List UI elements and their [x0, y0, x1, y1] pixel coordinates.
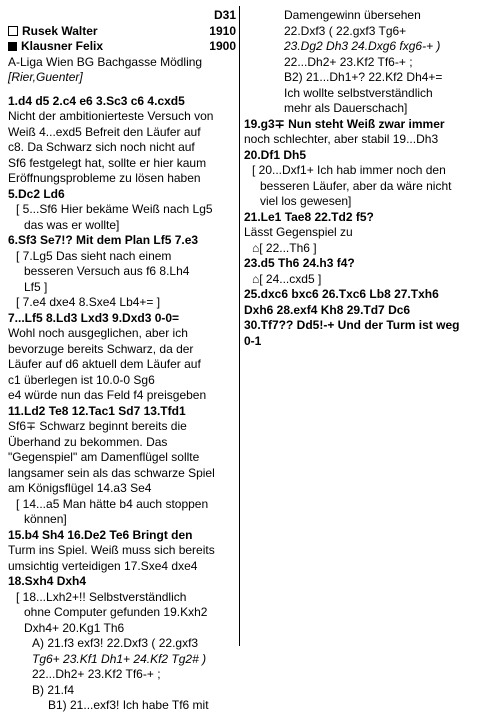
comment-line: Nicht der ambitionierteste Versuch von — [8, 109, 214, 123]
variation-line: 22.Dxf3 ( 22.gxf3 Tg6+ — [284, 23, 407, 38]
comment-line: Weiß 4...exd5 Befreit den Läufer auf — [8, 124, 201, 139]
comment-line: Läufer auf d6 aktuell dem Läufer auf — [8, 357, 201, 371]
move-line: 25.dxc6 bxc6 26.Txc6 Lb8 27.Txh6 — [244, 287, 439, 301]
move-line: Dxh6 28.exf4 Kh8 29.Td7 Dc6 — [244, 302, 411, 317]
black-player-name: Klausner Felix — [21, 39, 104, 53]
comment-line: "Gegenspiel" am Damenflügel sollte — [8, 450, 200, 464]
variation-line: 23.Dg2 Dh3 24.Dxg6 fxg6-+ ) — [284, 39, 441, 53]
comment-line: Wohl noch ausgeglichen, aber ich — [8, 326, 188, 340]
comment-line: am Königsflügel 14.a3 Se4 — [8, 481, 152, 495]
variation-line: A) 21.f3 exf3! 22.Dxf3 ( 22.gxf3 — [32, 636, 199, 650]
white-square-icon — [8, 26, 18, 36]
variation-line: [ 5...Sf6 Hier bekäme Weiß nach Lg5 — [16, 202, 213, 216]
comment-line: Lässt Gegenspiel zu — [244, 225, 353, 239]
annotators: [Rier,Guenter] — [8, 70, 83, 84]
variation-line: [ 18...Lxh2+!! Selbstverständlich — [16, 589, 187, 604]
variation-line: Ich wollte selbstverständlich — [284, 85, 433, 100]
comment-line: Überhand zu bekommen. Das — [8, 434, 168, 449]
variation-line: das was er wollte] — [24, 217, 120, 232]
variation-line — [244, 272, 480, 288]
column-divider — [239, 6, 240, 646]
variation-line: [ 7.Lg5 Das sieht nach einem — [16, 248, 172, 263]
left-column — [8, 8, 236, 714]
black-square-icon — [8, 42, 17, 51]
variation-line: [ 20...Dxf1+ Ich hab immer noch den — [252, 163, 446, 177]
comment-line: e4 würde nun das Feld f4 preisgeben — [8, 388, 207, 402]
move-line: 18.Sxh4 Dxh4 — [8, 574, 87, 588]
eco-code: D31 — [213, 8, 236, 22]
variation-line: 22...Dh2+ 23.Kf2 Tf6-+ ; — [284, 54, 413, 69]
move-line: 20.Df1 Dh5 — [244, 147, 307, 162]
comment-line: noch schlechter, aber stabil 19...Dh3 — [244, 132, 439, 146]
variation-line: besseren Läufer, aber da wäre nicht — [260, 178, 452, 193]
right-column — [244, 8, 480, 349]
variation-text: [ 22...Th6 ] — [259, 240, 317, 255]
variation-line: viel los gewesen] — [260, 194, 352, 208]
variation-line: B1) 21...exf3! Ich habe Tf6 mit — [48, 698, 209, 712]
clock-icon: ⌂ — [252, 240, 260, 255]
variation-line: [ 14...a5 Man hätte b4 auch stoppen — [16, 496, 209, 511]
comment-line: c8. Da Schwarz sich noch nicht auf — [8, 140, 195, 154]
comment-line: Turm ins Spiel. Weiß muss sich bereits — [8, 543, 215, 557]
variation-line: können] — [24, 512, 67, 526]
move-line: 1.d4 d5 2.c4 e6 3.Sc3 c6 4.cxd5 — [8, 93, 185, 108]
move-line: 15.b4 Sh4 16.De2 Te6 Bringt den — [8, 527, 193, 542]
variation-line: Dxh4+ 20.Kg1 Th6 — [24, 620, 125, 635]
variation-line: besseren Versuch aus f6 8.Lh4 — [24, 264, 190, 278]
comment-line: Sf6 festgelegt hat, sollte er hier kaum — [8, 155, 207, 170]
white-player-rating: 1910 — [209, 23, 236, 38]
variation-line: Damengewinn übersehen — [284, 8, 421, 22]
comment-line: bevorzuge bereits Schwarz, da der — [8, 341, 194, 356]
variation-text: [ 24...cxd5 ] — [259, 271, 322, 286]
move-line: 21.Le1 Tae8 22.Td2 f5? — [244, 209, 374, 224]
header-code-row — [8, 8, 236, 24]
move-line: 11.Ld2 Te8 12.Tac1 Sd7 13.Tfd1 — [8, 403, 186, 418]
clock-icon: ⌂ — [252, 271, 260, 286]
comment-line: langsamer sein als das schwarze Spiel — [8, 465, 215, 480]
white-player-name: Rusek Walter — [22, 23, 98, 38]
move-line: 5.Dc2 Ld6 — [8, 186, 65, 201]
move-line: 23.d5 Th6 24.h3 f4? — [244, 256, 355, 270]
variation-line: Lf5 ] — [24, 279, 48, 294]
black-player-row — [8, 39, 236, 55]
move-line: 6.Sf3 Se7!? Mit dem Plan Lf5 7.e3 — [8, 233, 199, 247]
variation-line: mehr als Dauerschach] — [284, 101, 408, 115]
variation-line: B) 21.f4 — [32, 682, 75, 697]
move-line: 30.Tf7?? Dd5!-+ Und der Turm ist weg — [244, 318, 460, 332]
move-line: 19.g3∓ Nun steht Weiß zwar immer — [244, 116, 445, 131]
variation-line: 22...Dh2+ 23.Kf2 Tf6-+ ; — [32, 667, 161, 681]
black-player-rating: 1900 — [209, 39, 236, 53]
variation-line: [ 7.e4 dxe4 8.Sxe4 Lb4+= ] — [16, 295, 161, 309]
variation-line: Tg6+ 23.Kf1 Dh1+ 24.Kf2 Tg2# ) — [32, 651, 207, 666]
variation-line — [244, 241, 480, 257]
move-line: 7...Lf5 8.Ld3 Lxd3 9.Dxd3 0-0= — [8, 310, 180, 325]
white-player-row — [8, 24, 236, 40]
variation-line: B2) 21...Dh1+? 22.Kf2 Dh4+= — [284, 70, 443, 84]
comment-line: umsichtig verteidigen 17.Sxe4 dxe4 — [8, 558, 198, 573]
comment-line: Sf6∓ Schwarz beginnt bereits die — [8, 419, 187, 433]
event-name: A-Liga Wien BG Bachgasse Mödling — [8, 54, 203, 69]
game-result: 0-1 — [244, 333, 262, 348]
variation-line: ohne Computer gefunden 19.Kxh2 — [24, 605, 208, 619]
comment-line: c1 überlegen ist 10.0-0 Sg6 — [8, 372, 155, 387]
comment-line: Eröffnungsprobleme zu lösen haben — [8, 171, 201, 185]
